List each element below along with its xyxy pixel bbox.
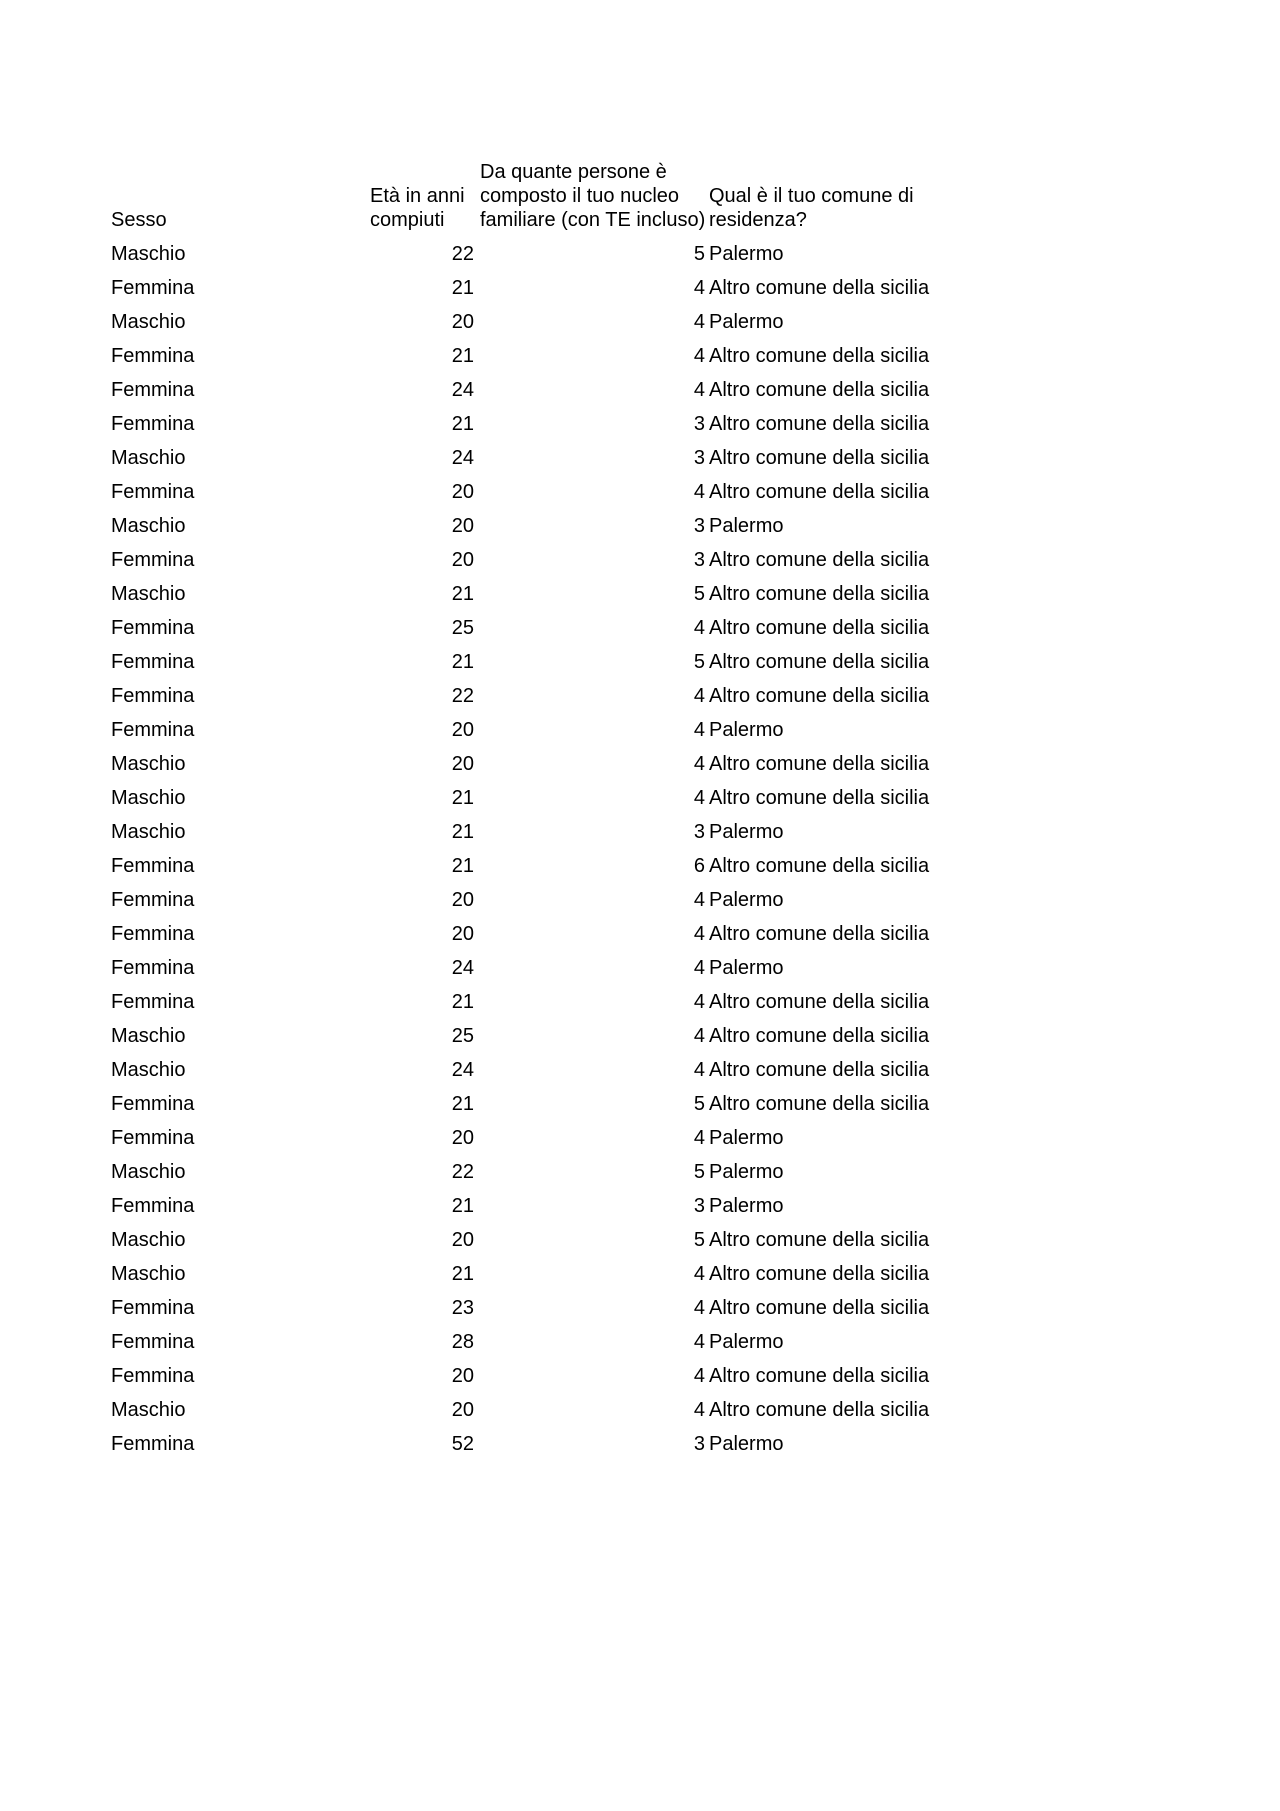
- cell-sex: Femmina: [111, 481, 195, 503]
- table-row: [111, 339, 979, 373]
- cell-sex: Femmina: [111, 923, 195, 945]
- cell-sex: Femmina: [111, 685, 195, 707]
- cell-household: 4: [693, 345, 705, 367]
- cell-age: 20: [451, 549, 474, 571]
- cell-sex: Maschio: [111, 1025, 186, 1047]
- cell-age: 21: [451, 821, 474, 843]
- cell-sex: Maschio: [111, 583, 186, 605]
- cell-sex: Femmina: [111, 719, 195, 741]
- table-row: [111, 985, 979, 1019]
- cell-age: 25: [451, 617, 474, 639]
- cell-household: 3: [693, 515, 705, 537]
- cell-household: 6: [693, 855, 705, 877]
- cell-sex: Maschio: [111, 311, 186, 333]
- cell-residence: Altro comune della sicilia: [709, 1365, 930, 1387]
- table-row: [111, 1019, 979, 1053]
- table-row: [111, 543, 979, 577]
- cell-age: 24: [451, 447, 474, 469]
- cell-sex: Maschio: [111, 1059, 186, 1081]
- cell-residence: Palermo: [709, 821, 784, 843]
- cell-residence: Altro comune della sicilia: [709, 1399, 930, 1421]
- cell-residence: Altro comune della sicilia: [709, 481, 930, 503]
- cell-household: 5: [693, 1093, 705, 1115]
- cell-residence: Altro comune della sicilia: [709, 379, 930, 401]
- table-row: [111, 509, 979, 543]
- cell-household: 4: [693, 481, 705, 503]
- cell-household: 4: [693, 923, 705, 945]
- cell-household: 4: [693, 1059, 705, 1081]
- cell-residence: Altro comune della sicilia: [709, 651, 930, 673]
- cell-age: 20: [451, 923, 474, 945]
- cell-age: 21: [451, 1195, 474, 1217]
- table-row: [111, 1257, 979, 1291]
- table-row: [111, 1189, 979, 1223]
- header-row: [111, 160, 979, 237]
- cell-household: 4: [693, 1263, 705, 1285]
- table-row: [111, 1053, 979, 1087]
- cell-sex: Maschio: [111, 1399, 186, 1421]
- table-row: [111, 1393, 979, 1427]
- survey-table: [111, 160, 979, 1461]
- table-row: [111, 747, 979, 781]
- cell-age: 21: [451, 583, 474, 605]
- cell-sex: Femmina: [111, 889, 195, 911]
- cell-household: 3: [693, 821, 705, 843]
- cell-residence: Palermo: [709, 1161, 784, 1183]
- cell-age: 28: [451, 1331, 474, 1353]
- cell-residence: Palermo: [709, 1331, 784, 1353]
- cell-sex: Maschio: [111, 243, 186, 265]
- cell-residence: Altro comune della sicilia: [709, 1297, 930, 1319]
- cell-sex: Maschio: [111, 1229, 186, 1251]
- cell-household: 4: [693, 1331, 705, 1353]
- table-row: [111, 373, 979, 407]
- header-residence: [709, 160, 979, 237]
- cell-age: 22: [451, 685, 474, 707]
- cell-residence: Palermo: [709, 957, 784, 979]
- table-row: [111, 1121, 979, 1155]
- cell-age: 24: [451, 1059, 474, 1081]
- spreadsheet-page: [111, 160, 979, 1461]
- cell-age: 21: [451, 1093, 474, 1115]
- cell-age: 20: [451, 889, 474, 911]
- cell-age: 20: [451, 1399, 474, 1421]
- table-row: [111, 441, 979, 475]
- table-row: [111, 951, 979, 985]
- table-row: [111, 1155, 979, 1189]
- cell-sex: Maschio: [111, 1263, 186, 1285]
- cell-age: 21: [451, 991, 474, 1013]
- cell-household: 4: [693, 311, 705, 333]
- cell-household: 4: [693, 685, 705, 707]
- cell-sex: Femmina: [111, 549, 195, 571]
- cell-household: 4: [693, 1025, 705, 1047]
- cell-residence: Altro comune della sicilia: [709, 447, 930, 469]
- header-sex: [111, 160, 370, 237]
- cell-sex: Maschio: [111, 1161, 186, 1183]
- table-row: [111, 849, 979, 883]
- cell-residence: Altro comune della sicilia: [709, 1263, 930, 1285]
- cell-sex: Maschio: [111, 787, 186, 809]
- header-household-label: Da quante persone è composto il tuo nucleo familiare (con TE incluso): [480, 161, 706, 231]
- cell-residence: Palermo: [709, 719, 784, 741]
- cell-sex: Femmina: [111, 651, 195, 673]
- table-row: [111, 713, 979, 747]
- cell-age: 20: [451, 515, 474, 537]
- cell-age: 21: [451, 787, 474, 809]
- cell-residence: Palermo: [709, 515, 784, 537]
- cell-residence: Altro comune della sicilia: [709, 1229, 930, 1251]
- cell-residence: Altro comune della sicilia: [709, 991, 930, 1013]
- cell-residence: Palermo: [709, 1127, 784, 1149]
- cell-residence: Altro comune della sicilia: [709, 753, 930, 775]
- cell-age: 52: [451, 1433, 474, 1455]
- cell-household: 4: [693, 1365, 705, 1387]
- table-row: [111, 883, 979, 917]
- table-row: [111, 1087, 979, 1121]
- table-row: [111, 645, 979, 679]
- cell-household: 4: [693, 1127, 705, 1149]
- table-row: [111, 1291, 979, 1325]
- cell-residence: Altro comune della sicilia: [709, 787, 930, 809]
- table-row: [111, 1427, 979, 1461]
- cell-household: 5: [693, 1161, 705, 1183]
- cell-household: 5: [693, 583, 705, 605]
- cell-age: 23: [451, 1297, 474, 1319]
- table-row: [111, 577, 979, 611]
- cell-household: 3: [693, 447, 705, 469]
- cell-residence: Altro comune della sicilia: [709, 549, 930, 571]
- cell-age: 21: [451, 413, 474, 435]
- table-row: [111, 237, 979, 271]
- cell-residence: Altro comune della sicilia: [709, 1025, 930, 1047]
- cell-age: 21: [451, 651, 474, 673]
- cell-sex: Femmina: [111, 991, 195, 1013]
- cell-sex: Femmina: [111, 1297, 195, 1319]
- cell-residence: Palermo: [709, 1433, 784, 1455]
- cell-residence: Palermo: [709, 1195, 784, 1217]
- cell-residence: Altro comune della sicilia: [709, 617, 930, 639]
- cell-age: 21: [451, 345, 474, 367]
- cell-residence: Altro comune della sicilia: [709, 345, 930, 367]
- cell-sex: Maschio: [111, 515, 186, 537]
- cell-sex: Femmina: [111, 1331, 195, 1353]
- table-row: [111, 305, 979, 339]
- cell-household: 4: [693, 379, 705, 401]
- cell-household: 4: [693, 1399, 705, 1421]
- cell-sex: Maschio: [111, 821, 186, 843]
- table-row: [111, 271, 979, 305]
- header-household: [480, 160, 709, 237]
- table-row: [111, 407, 979, 441]
- cell-household: 4: [693, 277, 705, 299]
- table-row: [111, 815, 979, 849]
- cell-age: 20: [451, 719, 474, 741]
- cell-age: 20: [451, 1229, 474, 1251]
- cell-household: 5: [693, 1229, 705, 1251]
- header-sex-label: Sesso: [111, 209, 167, 231]
- header-residence-label: Qual è il tuo comune di residenza?: [709, 185, 914, 231]
- cell-age: 20: [451, 1127, 474, 1149]
- cell-household: 5: [693, 651, 705, 673]
- header-age-label: Età in anni compiuti: [370, 185, 465, 231]
- cell-household: 3: [693, 1433, 705, 1455]
- cell-sex: Femmina: [111, 413, 195, 435]
- table-row: [111, 1359, 979, 1393]
- cell-household: 4: [693, 617, 705, 639]
- cell-age: 25: [451, 1025, 474, 1047]
- table-row: [111, 1223, 979, 1257]
- cell-residence: Altro comune della sicilia: [709, 923, 930, 945]
- cell-sex: Femmina: [111, 855, 195, 877]
- cell-residence: Palermo: [709, 889, 784, 911]
- cell-sex: Femmina: [111, 1093, 195, 1115]
- cell-household: 3: [693, 1195, 705, 1217]
- cell-sex: Femmina: [111, 617, 195, 639]
- cell-sex: Femmina: [111, 277, 195, 299]
- cell-residence: Palermo: [709, 311, 784, 333]
- cell-household: 5: [693, 243, 705, 265]
- cell-sex: Femmina: [111, 1127, 195, 1149]
- cell-age: 20: [451, 1365, 474, 1387]
- cell-sex: Maschio: [111, 447, 186, 469]
- cell-age: 21: [451, 855, 474, 877]
- table-row: [111, 475, 979, 509]
- cell-age: 22: [451, 1161, 474, 1183]
- cell-household: 3: [693, 413, 705, 435]
- cell-sex: Femmina: [111, 1365, 195, 1387]
- cell-household: 4: [693, 753, 705, 775]
- cell-residence: Altro comune della sicilia: [709, 277, 930, 299]
- cell-household: 4: [693, 991, 705, 1013]
- cell-residence: Altro comune della sicilia: [709, 1093, 930, 1115]
- cell-residence: Altro comune della sicilia: [709, 1059, 930, 1081]
- cell-age: 20: [451, 481, 474, 503]
- cell-residence: Altro comune della sicilia: [709, 413, 930, 435]
- cell-age: 22: [451, 243, 474, 265]
- cell-age: 20: [451, 311, 474, 333]
- header-age: [370, 160, 480, 237]
- cell-sex: Maschio: [111, 753, 186, 775]
- cell-household: 4: [693, 787, 705, 809]
- cell-household: 4: [693, 889, 705, 911]
- cell-household: 4: [693, 1297, 705, 1319]
- cell-sex: Femmina: [111, 379, 195, 401]
- cell-age: 24: [451, 957, 474, 979]
- cell-age: 21: [451, 1263, 474, 1285]
- cell-residence: Altro comune della sicilia: [709, 583, 930, 605]
- cell-household: 4: [693, 719, 705, 741]
- cell-sex: Femmina: [111, 957, 195, 979]
- cell-residence: Altro comune della sicilia: [709, 855, 930, 877]
- cell-household: 3: [693, 549, 705, 571]
- table-row: [111, 1325, 979, 1359]
- cell-sex: Femmina: [111, 345, 195, 367]
- cell-household: 4: [693, 957, 705, 979]
- cell-age: 20: [451, 753, 474, 775]
- cell-age: 24: [451, 379, 474, 401]
- cell-age: 21: [451, 277, 474, 299]
- table-body: [111, 237, 979, 1461]
- cell-sex: Femmina: [111, 1195, 195, 1217]
- table-row: [111, 611, 979, 645]
- cell-residence: Altro comune della sicilia: [709, 685, 930, 707]
- cell-sex: Femmina: [111, 1433, 195, 1455]
- table-row: [111, 917, 979, 951]
- table-row: [111, 781, 979, 815]
- cell-residence: Palermo: [709, 243, 784, 265]
- table-row: [111, 679, 979, 713]
